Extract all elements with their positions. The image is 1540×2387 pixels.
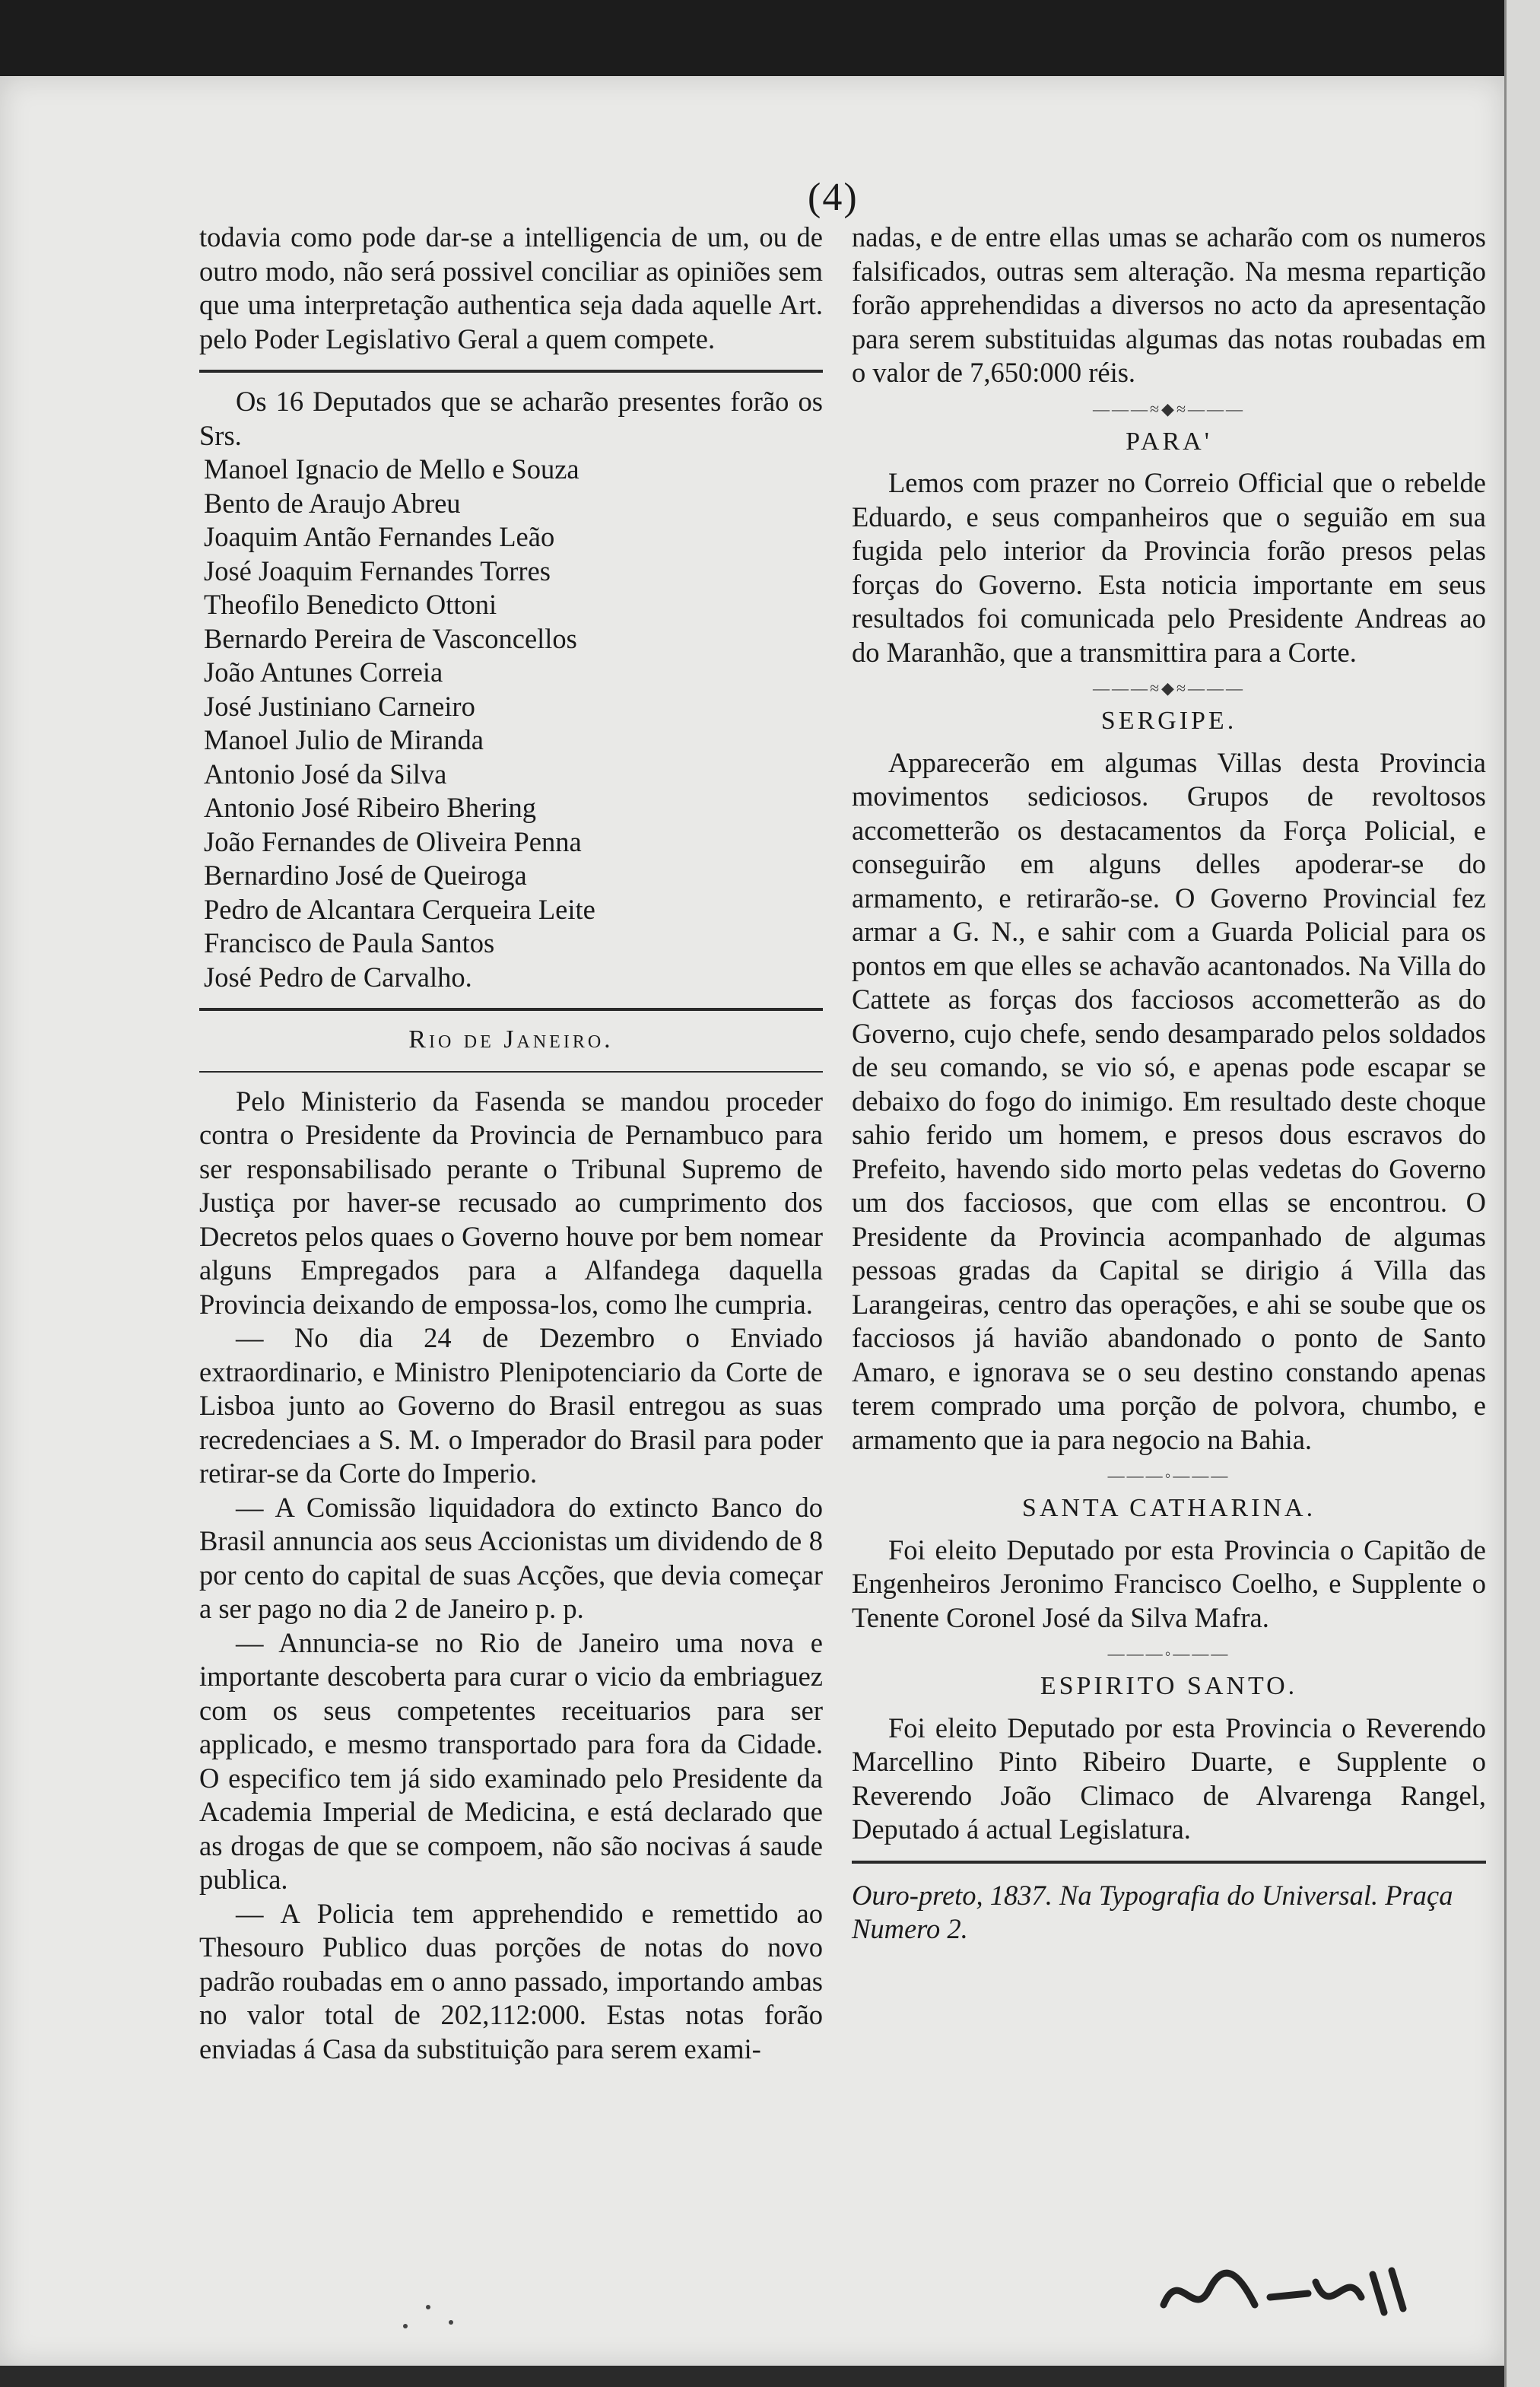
deputy-name: Manoel Julio de Miranda — [204, 724, 484, 755]
deputy-name: Theofilo Benedicto Ottoni — [204, 589, 497, 620]
deputies-intro: Os 16 Deputados que se acharão presentes forão os Srs. — [199, 386, 823, 451]
deputy-name: João Fernandes de Oliveira Penna — [204, 825, 582, 857]
section-text-espirito-santo: Foi eleito Deputado por esta Provincia o Reverendo Marcellino Pinto Ribeiro Duarte, e Supplente o Reverendo João Climaco de Alvarenga Rangel, Deputado á actual Legislatura. — [852, 1712, 1486, 1845]
section-heading-espirito-santo: ESPIRITO SANTO. — [1040, 1672, 1298, 1700]
deputy-name: Manoel Ignacio de Mello e Souza — [204, 453, 579, 485]
section-text-para: Lemos com prazer no Correio Official que o rebelde Eduardo, e seus companheiros que o seguião em sua fugida pelo interior da Provincia forão presos pelas forças do Governo. Esta noticia importante em seus resultados foi comunicada pelo Presidente Andreas ao do Maranhão, que a transmittira para a Corte. — [852, 467, 1486, 668]
deputy-name: Bernardino José de Queiroga — [204, 860, 527, 891]
ornament-divider: ———≈◆≈——— — [1092, 679, 1246, 698]
deputy-name: Antonio José Ribeiro Bhering — [204, 792, 536, 823]
deputy-name: José Justiniano Carneiro — [204, 690, 475, 722]
right-column — [852, 221, 1486, 1947]
continuation-paragraph: nadas, e de entre ellas umas se acharão com os numeros falsificados, outras sem alteração. Na mesma repartição forão apprehendidas a diversos no acto da apresentação para serem substituidas algumas das notas roubadas em o valor de 7,650:000 réis. — [852, 221, 1486, 388]
ink-speck — [426, 2305, 430, 2309]
deputy-name: Joaquim Antão Fernandes Leão — [204, 521, 555, 552]
printer-imprint: Ouro-preto, 1837. Na Typografia do Universal. Praça Numero 2. — [852, 1879, 1453, 1944]
section-heading-rio: Rio de Janeiro. — [408, 1025, 614, 1054]
section-divider — [199, 370, 823, 373]
ornament-divider: ———◦——— — [1107, 1466, 1230, 1485]
imprint-divider — [852, 1861, 1486, 1864]
ornament-divider: ———◦——— — [1107, 1644, 1230, 1663]
section-text-santa-catharina: Foi eleito Deputado por esta Provincia o Capitão de Engenheiros Jeronimo Francisco Coelho, e Supplente o Tenente Coronel José da Silva Mafra. — [852, 1534, 1486, 1633]
section-text-sergipe: Apparecerão em algumas Villas desta Provincia movimentos sediciosos. Grupos de revoltosos accometterão os destacamentos da Força Policial, e conseguirão em alguns delles apoderar-se do armamento, e retirarão-se. O Governo Provincial fez armar a G. N., e sahir com a Guarda Policial para os pontos em que elles se achavão acantonados. Na Villa do Cattete as forças dos facciosos accometterão as do Governo, cujo chefe, sendo desamparado pelos soldados de seu comando, se vio só, e apenas pode escapar se debaixo do fogo do inimigo. Em resultado deste choque sahio ferido um homem, e presos dous escravos do Prefeito, havendo sido morto pelas vedetas do Governo um dos facciosos, que com ellas se encontrou. O Presidente da Provincia acompanhado de algumas pessoas gradas da Capital se dirigio á Villa das Larangeiras, centro das operações, e ahi se soube que os facciosos já havião abandonado o ponto de Santo Amaro, e ignorava se o seu destino constando apenas terem comprado uma porção de polvora, chumbo, e armamento que ia para negocio na Bahia. — [852, 746, 1486, 1455]
page-number: (4) — [808, 176, 859, 219]
left-column — [199, 221, 823, 2066]
article-paragraph: — A Comissão liquidadora do extincto Banco do Brasil annuncia aos seus Accionistas um dividendo de 8 por cento do capital de suas Acções, que devia começar a ser pago no dia 2 de Janeiro p. p. — [199, 1491, 823, 1624]
deputy-name: Bento de Araujo Abreu — [204, 487, 461, 519]
ink-speck — [449, 2320, 453, 2325]
deputy-name: João Antunes Correia — [204, 656, 443, 688]
ink-speck — [403, 2324, 408, 2328]
article-paragraph: — Annuncia-se no Rio de Janeiro uma nova e importante descoberta para curar o vicio da embriaguez com os seus competentes receituarios para ser applicado, e mesmo transportado para fora da Cidade. O especifico tem já sido examinado pelo Presidente da Academia Imperial de Medicina, e está declarado que as drogas de que se compoem, não são nocivas á saude publica. — [199, 1626, 823, 1895]
deputy-name: Antonio José da Silva — [204, 758, 447, 790]
deputy-name: José Pedro de Carvalho. — [204, 961, 472, 993]
handwritten-mark-icon — [1156, 2252, 1415, 2335]
scan-top-border — [0, 0, 1504, 76]
ornament-divider: ———≈◆≈——— — [1092, 399, 1246, 418]
deputy-name: Pedro de Alcantara Cerqueira Leite — [204, 893, 595, 925]
article-paragraph: Pelo Ministerio da Fasenda se mandou proceder contra o Presidente da Provincia de Pernambuco para ser responsabilisado perante o Tribunal Supremo de Justiça por haver-se recusado ao cumprimento dos Decretos pelos quaes o Governo houve por bem nomear alguns Empregados para a Alfandega daquella Provincia deixando de empossa-los, como lhe cumpria. — [199, 1085, 823, 1320]
article-paragraph: — No dia 24 de Dezembro o Enviado extraordinario, e Ministro Plenipotenciario da Corte de Lisboa junto ao Governo do Brasil entregou as suas recredenciaes a S. M. o Imperador do Brasil para poder retirar-se da Corte do Imperio. — [199, 1322, 823, 1489]
section-divider — [199, 1008, 823, 1011]
deputy-name: Francisco de Paula Santos — [204, 927, 495, 958]
deputies-list — [199, 453, 823, 994]
article-paragraph: — A Policia tem apprehendido e remettido ao Thesouro Publico duas porções de notas do novo padrão roubadas em o anno passado, importando ambas no valor total de 202,112:000. Estas notas forão enviadas á Casa da substituição para serem exami- — [199, 1897, 823, 2064]
section-heading-para: PARA' — [1126, 427, 1212, 456]
heading-underline — [199, 1071, 823, 1073]
deputy-name: Bernardo Pereira de Vasconcellos — [204, 622, 577, 654]
section-heading-sergipe: SERGIPE. — [1100, 707, 1237, 735]
deputy-name: José Joaquim Fernandes Torres — [204, 555, 551, 586]
page-edge — [1504, 0, 1540, 2387]
section-heading-santa-catharina: SANTA CATHARINA. — [1021, 1494, 1316, 1522]
intro-paragraph: todavia como pode dar-se a intelligencia de um, ou de outro modo, não será possivel conciliar as opiniões sem que uma interpretação authentica seja dada aquelle Art. pelo Poder Legislativo Geral a quem compete. — [199, 221, 823, 354]
